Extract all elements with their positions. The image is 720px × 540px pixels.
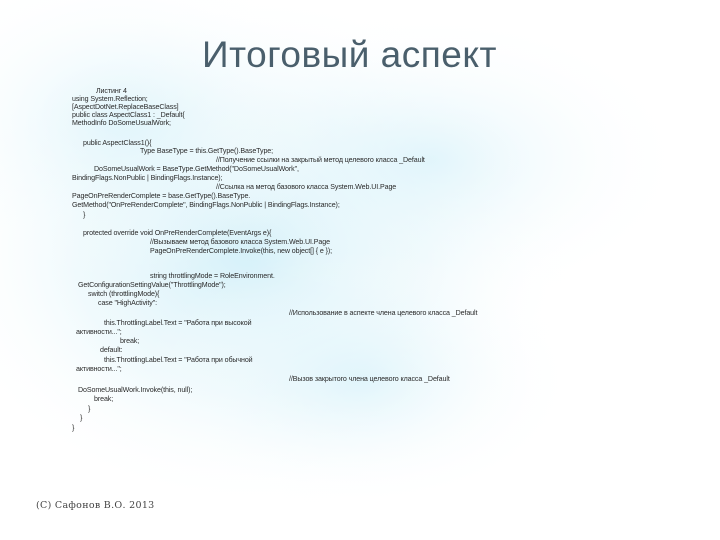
code-line: Листинг 4 bbox=[96, 87, 127, 95]
code-line: DoSomeUsualWork.Invoke(this, null); bbox=[78, 386, 193, 394]
code-line: protected override void OnPreRenderComplete(EventArgs e){ bbox=[83, 229, 272, 237]
code-line: switch (throttlingMode){ bbox=[88, 290, 160, 298]
code-line: GetConfigurationSettingValue("ThrottlingMode"); bbox=[78, 281, 226, 289]
code-line: default: bbox=[100, 346, 123, 354]
code-line: break; bbox=[94, 395, 114, 403]
code-line: //Использование в аспекте члена целевого класса _Default bbox=[289, 309, 478, 317]
code-line: public class AspectClass1 : _Default{ bbox=[72, 111, 185, 119]
code-line: break; bbox=[120, 337, 140, 345]
code-line: } bbox=[80, 414, 83, 422]
code-line: } bbox=[88, 405, 91, 413]
code-line: case "HighActivity": bbox=[98, 299, 158, 307]
code-line: Type BaseType = this.GetType().BaseType; bbox=[140, 147, 274, 155]
code-line: this.ThrottlingLabel.Text = "Работа при обычной bbox=[104, 356, 253, 364]
code-line: } bbox=[72, 424, 75, 432]
code-line: [AspectDotNet.ReplaceBaseClass] bbox=[72, 103, 179, 111]
code-line: активности..."; bbox=[76, 328, 122, 336]
code-line: using System.Reflection; bbox=[72, 95, 148, 103]
code-line: MethodInfo DoSomeUsualWork; bbox=[72, 119, 171, 127]
code-line: DoSomeUsualWork = BaseType.GetMethod("DoSomeUsualWork", bbox=[94, 165, 299, 173]
code-line: this.ThrottlingLabel.Text = "Работа при высокой bbox=[104, 319, 252, 327]
code-line: public AspectClass1(){ bbox=[83, 139, 152, 147]
code-line: GetMethod("OnPreRenderComplete", BindingFlags.NonPublic | BindingFlags.Instance); bbox=[72, 201, 340, 209]
code-line: //Получение ссылки на закрытый метод целевого класса _Default bbox=[216, 156, 425, 164]
code-line: } bbox=[83, 211, 86, 219]
copyright-footer: (С) Сафонов В.О. 2013 bbox=[36, 500, 155, 511]
code-line: //Ссылка на метод базового класса System.Web.UI.Page bbox=[216, 183, 397, 191]
code-line: PageOnPreRenderComplete.Invoke(this, new object[] { e }); bbox=[150, 247, 332, 255]
code-line: //Вызываем метод базового класса System.Web.UI.Page bbox=[150, 238, 330, 246]
code-line: активности..."; bbox=[76, 365, 122, 373]
code-line: //Вызов закрытого члена целевого класса _Default bbox=[289, 375, 450, 383]
code-line: string throttlingMode = RoleEnvironment. bbox=[150, 272, 275, 280]
code-line: PageOnPreRenderComplete = base.GetType().BaseType. bbox=[72, 192, 251, 200]
slide-title-text: Итоговый аспект bbox=[202, 34, 497, 75]
code-line: BindingFlags.NonPublic | BindingFlags.Instance); bbox=[72, 174, 223, 182]
